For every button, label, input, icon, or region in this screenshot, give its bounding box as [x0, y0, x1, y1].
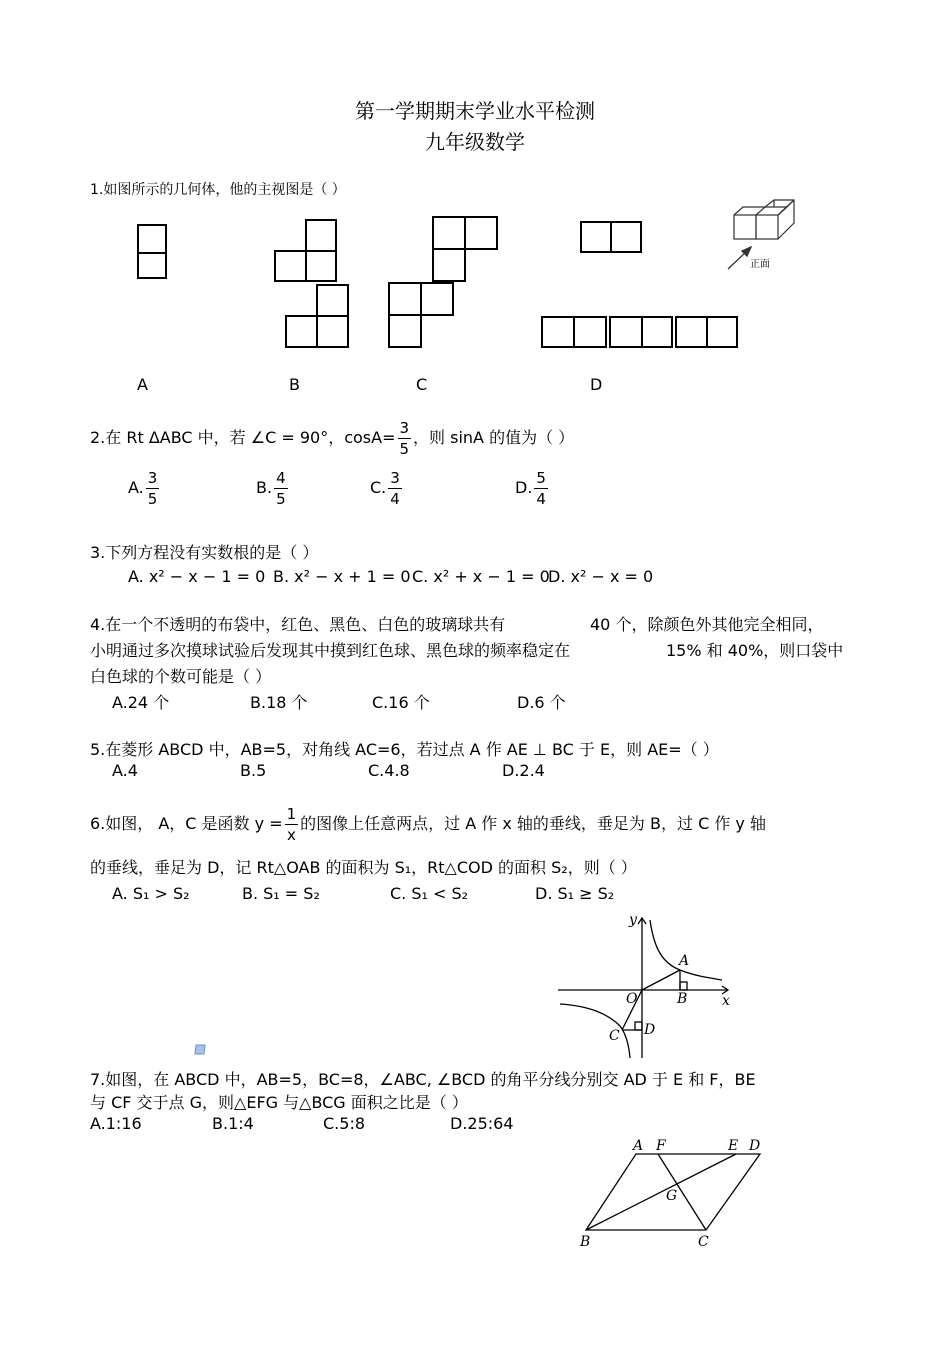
q6-frac-den: x: [286, 826, 296, 844]
q6-line1-post: 的图像上任意两点，过 A 作 x 轴的垂线，垂足为 B，过 C 作 y 轴: [300, 814, 766, 833]
q2-option-c-label: C.: [370, 478, 387, 497]
q5-option-b: B.5: [240, 761, 267, 780]
q7-label-f: F: [656, 1138, 666, 1154]
q2-option-a-den: 5: [147, 490, 158, 508]
q2-frac-den: 5: [399, 440, 410, 458]
q6-figure: [550, 908, 750, 1063]
q1-option-d-label: D: [590, 375, 603, 394]
q2-option-c-num: 3: [390, 469, 400, 487]
q2-stem-pre: 2.在 Rt ΔABC 中，若 ∠C = 90°，cosA=: [90, 428, 396, 447]
q1-option-c-figure-bottom: [389, 283, 453, 347]
q2-stem: [90, 418, 574, 459]
q2-option-d-num: 5: [536, 469, 546, 487]
q4-option-c: C.16 个: [372, 693, 430, 712]
q5-option-d: D.2.4: [502, 761, 545, 780]
q6-option-a: A. S₁ > S₂: [112, 884, 190, 903]
q1-option-b-figure-top: [275, 220, 336, 281]
q7-label-b: B: [580, 1234, 591, 1250]
q7-label-a: A: [633, 1138, 644, 1154]
q1-option-d-figure-bottom: [542, 317, 737, 347]
q7-option-b: B.1:4: [212, 1114, 254, 1133]
q1-option-b-figure-bottom: [286, 285, 348, 347]
q2-option-d: [515, 468, 550, 509]
q6-label-o: O: [626, 991, 638, 1007]
q6-line1-pre: 6.如图， A，C 是函数 y =: [90, 814, 283, 833]
q5-option-c: C.4.8: [368, 761, 410, 780]
q2-option-d-den: 4: [536, 490, 546, 508]
q4-line2a: 小明通过多次摸球试验后发现其中摸到红色球、黑色球的频率稳定在: [90, 641, 571, 660]
q1-option-c-label: C: [416, 375, 428, 394]
q6-option-c: C. S₁ < S₂: [390, 884, 469, 903]
q3-option-d: D. x² − x = 0: [548, 567, 654, 586]
q7-option-d: D.25:64: [450, 1114, 514, 1133]
q4-line1a: 4.在一个不透明的布袋中，红色、黑色、白色的玻璃球共有: [90, 615, 506, 634]
q2-option-b-den: 5: [276, 490, 286, 508]
q6-frac-num: 1: [286, 805, 297, 823]
q6-segment-oa: [642, 970, 680, 990]
q6-right-angle-b: [680, 982, 687, 990]
q2-option-b-num: 4: [276, 469, 286, 487]
q1-solid-figure: [734, 200, 794, 239]
q7-option-c: C.5:8: [323, 1114, 366, 1133]
q6-line2: 的垂线，垂足为 D，记 Rt△OAB 的面积为 S₁，Rt△COD 的面积 S₂，则（ ）: [90, 858, 637, 877]
q7-line2: 与 CF 交于点 G，则△EFG 与△BCG 面积之比是（ ）: [90, 1093, 468, 1112]
q1-front-arrow: [728, 247, 751, 269]
q2-option-c-den: 4: [390, 490, 400, 508]
q1-option-a-label: A: [137, 375, 148, 394]
q4-line3: 白色球的个数可能是（ ）: [90, 667, 272, 686]
q2-option-c: [370, 468, 404, 509]
page-title: 第一学期期末学业水平检测: [355, 99, 595, 123]
q2-option-a-num: 3: [147, 469, 158, 487]
q4-option-a: A.24 个: [112, 693, 170, 712]
q1-option-d-figure-top: [581, 222, 641, 252]
q3-option-c: C. x² + x − 1 = 0: [412, 567, 550, 586]
q6-label-a: A: [679, 953, 690, 969]
q3-stem: 3.下列方程没有实数根的是（ ）: [90, 543, 319, 562]
q7-figure: [570, 1132, 780, 1252]
q3-option-a: A. x² − x − 1 = 0: [128, 567, 266, 586]
q5-stem: 5.在菱形 ABCD 中，AB=5，对角线 AC=6，若过点 A 作 AE ⊥ BC 于 E，则 AE=（ ）: [90, 740, 719, 759]
q6-option-b: B. S₁ = S₂: [242, 884, 320, 903]
q2-option-a: [128, 468, 161, 509]
q1-option-b-label: B: [289, 375, 300, 394]
q6-label-y: y: [629, 912, 637, 928]
q2-frac-num: 3: [399, 419, 410, 437]
q6-label-b: B: [677, 991, 688, 1007]
q4-option-b: B.18 个: [250, 693, 308, 712]
q6-fraction: [285, 804, 299, 845]
q2-option-a-label: A.: [128, 478, 144, 497]
q6-option-d: D. S₁ ≥ S₂: [535, 884, 615, 903]
q4-option-d: D.6 个: [517, 693, 566, 712]
q6-label-d: D: [644, 1022, 656, 1038]
q6-label-x: x: [722, 993, 730, 1009]
q2-option-d-label: D.: [515, 478, 533, 497]
q7-label-e: E: [728, 1138, 739, 1154]
q3-option-b: B. x² − x + 1 = 0: [273, 567, 411, 586]
q6-line1: [90, 804, 766, 845]
q1-stem: 1.如图所示的几何体，他的主视图是（ ）: [90, 182, 346, 198]
q7-option-a: A.1:16: [90, 1114, 142, 1133]
parallelogram-icon: [193, 1043, 207, 1057]
q5-option-a: A.4: [112, 761, 138, 780]
q4-line2b: 15% 和 40%，则口袋中: [666, 641, 844, 660]
q2-option-b-label: B.: [256, 478, 273, 497]
q1-option-a-figure: [138, 225, 166, 278]
q7-line1: 7.如图，在 ABCD 中，AB=5，BC=8，∠ABC, ∠BCD 的角平分线分别交 AD 于 E 和 F，BE: [90, 1070, 756, 1089]
q1-option-c-figure-top: [433, 217, 497, 281]
q6-right-angle-d: [635, 1022, 642, 1030]
page-subtitle: 九年级数学: [425, 130, 525, 154]
q4-line1b: 40 个，除颜色外其他完全相同，: [590, 615, 824, 634]
q7-label-d: D: [749, 1138, 761, 1154]
q2-stem-post: ，则 sinA 的值为（ ）: [413, 428, 575, 447]
q6-label-c: C: [609, 1028, 620, 1044]
q7-label-g: G: [666, 1188, 678, 1204]
q7-label-c: C: [698, 1234, 709, 1250]
q1-figures: [0, 195, 950, 355]
q6-hyperbola-branch-1: [650, 920, 722, 980]
q1-front-label: 正面: [750, 259, 770, 270]
q2-option-b: [256, 468, 290, 509]
q2-fraction: [398, 418, 412, 459]
